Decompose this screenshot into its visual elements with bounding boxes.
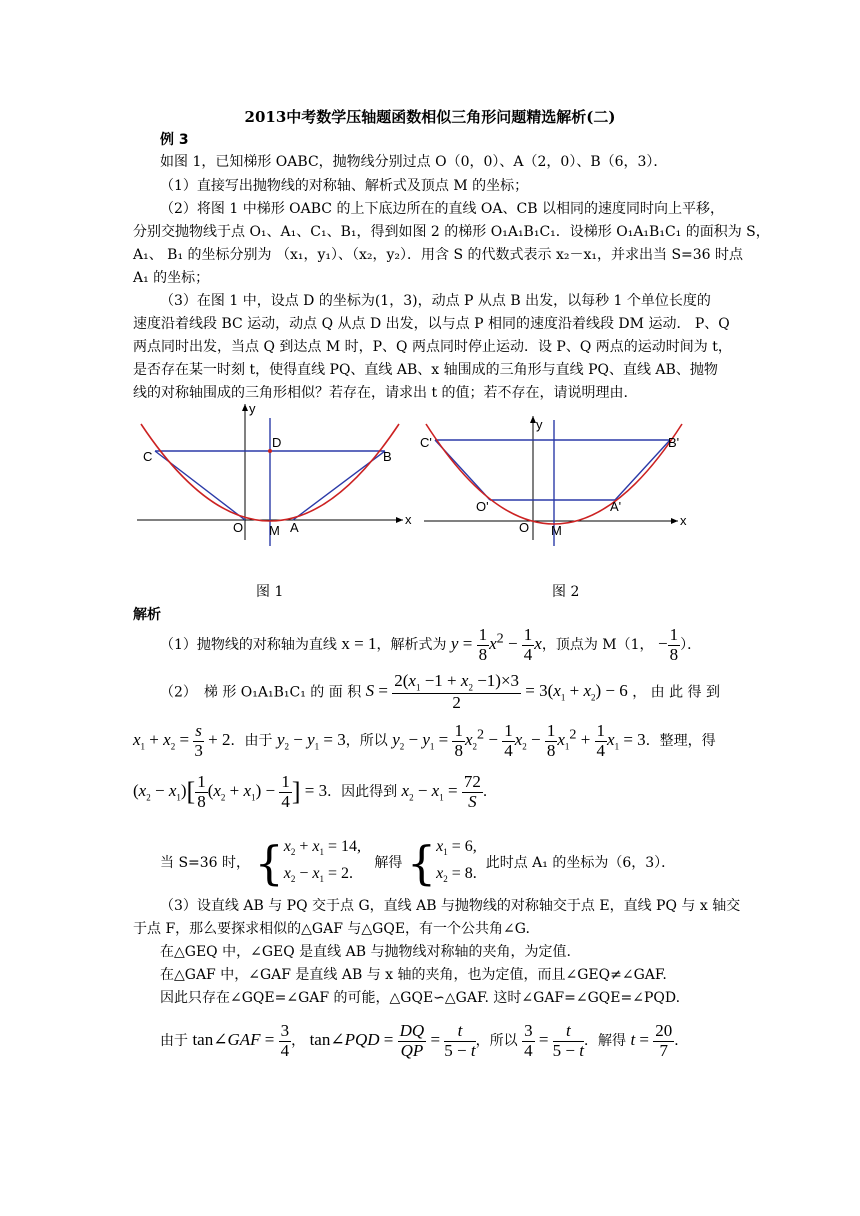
label-O: O — [233, 520, 244, 535]
label-D: D — [272, 435, 282, 450]
figure-2-caption: 图 2 — [552, 584, 580, 600]
question-3-line-1: （3）在图 1 中，设点 D 的坐标为(1，3)，动点 P 从点 B 出发，以每秒 1 个单位长度的 — [160, 293, 711, 309]
solution-3-line-3: 在△GEQ 中，∠GEQ 是直线 AB 与抛物线对称轴的夹角，为定值. — [160, 944, 571, 960]
label-x: x — [680, 513, 687, 528]
example-label: 例 3 — [160, 132, 189, 148]
label-A: A — [290, 520, 299, 535]
segment-A1B1 — [615, 440, 670, 500]
question-3-line-5: 线的对称轴围成的三角形相似？若存在，请求出 t 的值；若不存在，请说明理由. — [133, 385, 628, 401]
figure-1 — [133, 400, 423, 550]
label-B: B — [383, 449, 392, 464]
solution-label: 解析 — [133, 607, 161, 623]
question-3-line-3: 两点同时出发，当点 Q 到达点 M 时，P、Q 两点同时停止运动．设 P、Q 两点的运动时间为 t， — [133, 339, 732, 355]
label-O: O — [519, 520, 530, 535]
y-axis-arrow — [242, 404, 248, 411]
solution-2-line-1: （2） 梯 形 O₁A₁B₁C₁ 的 面 积 S = $\frac{2(x_1 -1 + x_2 -1)\times 3}{2}$ = $3(x_1 + x_2) - 6$ ， 由 此 得 到 — [160, 671, 720, 713]
label-M: M — [551, 523, 562, 538]
solution-3-final: 由于 tan∠GAF = $\frac{3}{4}$ ， tan∠PQD = $\frac{DQ}{QP}$ = $\frac{t}{5 - t}$ ，所以 $\frac{3}{4}$ = $\frac{t}{5 - t}$ ．解得 t = $\frac{20}{7}$ ． — [160, 1021, 689, 1060]
question-3-line-2: 速度沿着线段 BC 运动，动点 Q 从点 D 出发，以与点 P 相同的速度沿着线段 DM 运动． P、Q — [133, 316, 730, 332]
solution-3-line-1: （3）设直线 AB 与 PQ 交于点 G，直线 AB 与抛物线的对称轴交于点 E，直线 PQ 与 x 轴交 — [160, 898, 741, 914]
figure-2 — [420, 410, 690, 550]
label-M: M — [269, 523, 280, 538]
label-C: C — [143, 449, 153, 464]
question-1: （1）直接写出抛物线的对称轴、解析式及顶点 M 的坐标； — [160, 178, 529, 194]
page-title: 2013中考数学压轴题函数相似三角形问题精选解析(二) — [244, 108, 616, 126]
label-B1: B' — [668, 435, 680, 450]
question-2-line-3: A₁、 B₁ 的坐标分别为 （x₁，y₁）、（x₂，y₂）．用含 S 的代数式表示 x₂－x₁，并求出当 S=36 时点 — [133, 247, 744, 263]
x-axis-arrow — [396, 517, 403, 523]
label-y: y — [249, 401, 256, 416]
figure-1-caption: 图 1 — [256, 584, 284, 600]
question-3-line-4: 是否存在某一时刻 t，使得直线 PQ、直线 AB、x 轴围成的三角形与直线 PQ、直线 AB、抛物 — [133, 362, 718, 378]
x-axis-arrow — [671, 518, 678, 524]
label-y: y — [536, 417, 543, 432]
label-x: x — [405, 512, 412, 527]
solution-2-line-4: 当 S=36 时， { $x_2 + x_1 = 14$, $x_2 - x_1 = 2$. 解得 { $x_1 = 6$, $x_2 = 8$. 此时点 A₁ 的坐标为（6，3）． — [160, 836, 676, 891]
problem-intro: 如图 1，已知梯形 OABC，抛物线分别过点 O（0，0）、A（2，0）、B（6，3）． — [160, 154, 668, 170]
solution-3-line-5: 因此只存在∠GQE=∠GAF 的可能，△GQE∽△GAF. 这时∠GAF=∠GQE=∠PQD. — [160, 990, 681, 1006]
question-2-line-1: （2）将图 1 中梯形 OABC 的上下底边所在的直线 OA、CB 以相同的速度同时向上平移， — [160, 201, 724, 217]
label-C1: C' — [420, 435, 432, 450]
solution-2-line-3: $(x_2 - x_1)$[ $\frac{1}{8}$ $(x_2 + x_1)$ − $\frac{1}{4}$ ] = 3．因此得到 $x_2 - x_1$ = $\frac{72}{S}$ ． — [133, 772, 497, 811]
label-O1: O' — [476, 499, 489, 514]
solution-3-line-4: 在△GAF 中，∠GAF 是直线 AB 与 x 轴的夹角，也为定值，而且∠GEQ≠∠GAF. — [160, 967, 667, 983]
solution-1: （1）抛物线的对称轴为直线 x = 1，解析式为 y = $\frac{1}{8}$ $x^2$ − $\frac{1}{4}$ x，顶点为 M（1， − $\frac{1}{8}$ ）． — [160, 625, 702, 664]
question-2-line-4: A₁ 的坐标； — [133, 270, 210, 286]
solution-2-line-2: $x_1 + x_2$ = $\frac{s}{3}$ + 2．由于 $y_2 - y_1 = 3$，所以 $y_2 - y_1$ = $\frac{1}{8}$ $x_2^2$ − $\frac{1}{4}$ $x_2$ − $\frac{1}{8}$ $x_1^2$ + $\frac{1}{4}$ $x_1 = 3$．整理，得 — [133, 721, 716, 760]
solution-3-line-2: 于点 F，那么要探求相似的△GAF 与△GQE，有一个公共角∠G. — [133, 921, 530, 937]
question-2-line-2: 分别交抛物线于点 O₁、A₁、C₁、B₁，得到如图 2 的梯形 O₁A₁B₁C₁．设梯形 O₁A₁B₁C₁ 的面积为 S， — [133, 224, 770, 240]
label-A1: A' — [610, 499, 622, 514]
